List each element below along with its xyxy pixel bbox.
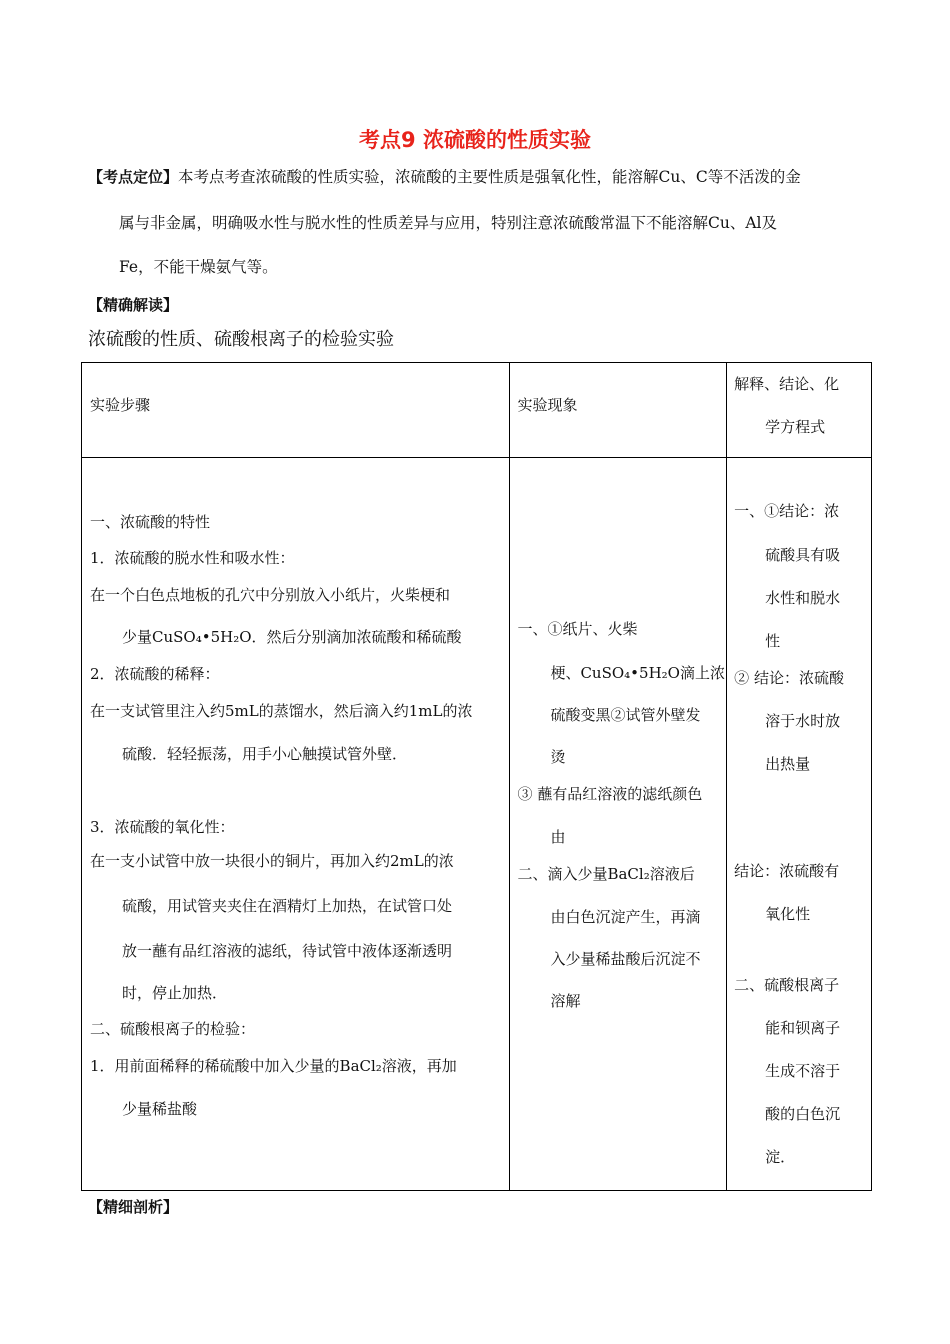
conclusion-line: 二、硫酸根离子 [734, 976, 840, 994]
step-line: 在一个白色点地板的孔穴中分别放入小纸片，火柴梗和 [90, 586, 451, 604]
step-line: 二、硫酸根离子的检验： [90, 1020, 256, 1038]
conclusion-line: 出热量 [765, 755, 811, 773]
header-steps: 实验步骤 [90, 396, 151, 414]
step-line: 放一蘸有品红溶液的滤纸，待试管中液体逐渐透明 [122, 942, 453, 960]
conclusion-line: 水性和脱水 [765, 589, 841, 607]
step-line: 硫酸．轻轻振荡，用手小心触摸试管外壁． [122, 745, 408, 763]
section-heading-analysis: 【精细剖析】 [88, 1198, 179, 1216]
intro-text-1: 本考点考查浓硫酸的性质实验，浓硫酸的主要性质是强氧化性，能溶解Cu、C等不活泼的金 [178, 168, 801, 186]
phenomenon-line: 溶解 [550, 992, 581, 1010]
step-line: 少量CuSO₄•5H₂O．然后分别滴加浓硫酸和稀硫酸 [122, 628, 462, 646]
conclusion-line: 氧化性 [765, 905, 811, 923]
step-line: 时，停止加热． [122, 984, 228, 1002]
conclusion-line: 淀． [765, 1148, 796, 1166]
conclusions-cell [727, 458, 872, 1191]
conclusion-line: ② 结论：浓硫酸 [734, 669, 844, 687]
intro-label: 【考点定位】 [88, 168, 179, 186]
experiment-table [81, 362, 872, 1191]
step-line: 3．浓硫酸的氧化性： [90, 818, 235, 836]
step-line: 少量稀盐酸 [122, 1100, 198, 1118]
header-cell-conclusions [727, 363, 872, 458]
phenomenon-line: 烫 [550, 748, 566, 766]
header-conclusions-line-1: 解释、结论、化 [734, 375, 840, 393]
header-cell-steps [82, 363, 510, 458]
header-phenomena: 实验现象 [517, 396, 578, 414]
conclusion-line: 生成不溶于 [765, 1062, 841, 1080]
phenomenon-line: 由白色沉淀产生，再滴 [550, 908, 701, 926]
step-line: 在一支试管里注入约5mL的蒸馏水，然后滴入约1mL的浓 [90, 702, 473, 720]
intro-line-3: Fe，不能干燥氨气等。 [119, 258, 278, 276]
phenomenon-line: 二、滴入少量BaCl₂溶液后 [517, 865, 695, 883]
step-line: 硫酸，用试管夹夹住在酒精灯上加热，在试管口处 [122, 897, 453, 915]
section-heading-interpretation: 【精确解读】 [88, 296, 179, 314]
conclusion-line: 能和钡离子 [765, 1019, 841, 1037]
phenomenon-line: 入少量稀盐酸后沉淀不 [550, 950, 701, 968]
table-body-row [82, 458, 872, 1191]
header-cell-phenomena [510, 363, 727, 458]
conclusion-line: 结论：浓硫酸有 [734, 862, 840, 880]
step-line: 1．用前面稀释的稀硫酸中加入少量的BaCl₂溶液，再加 [90, 1057, 457, 1075]
intro-line-1 [88, 165, 801, 189]
phenomena-cell [510, 458, 727, 1191]
phenomenon-line: ③ 蘸有品红溶液的滤纸颜色 [517, 785, 703, 803]
conclusion-line: 硫酸具有吸 [765, 546, 841, 564]
table-header-row [82, 363, 872, 458]
steps-cell [82, 458, 510, 1191]
intro-line-2: 属与非金属，明确吸水性与脱水性的性质差异与应用，特别注意浓硫酸常温下不能溶解Cu、Al及 [119, 214, 777, 232]
step-line: 1．浓硫酸的脱水性和吸水性： [90, 549, 295, 567]
conclusion-line: 性 [765, 632, 781, 650]
phenomenon-line: 一、①纸片、火柴 [517, 620, 638, 638]
step-line: 一、浓硫酸的特性 [90, 513, 211, 531]
header-conclusions-line-2: 学方程式 [765, 418, 826, 436]
section-subtitle: 浓硫酸的性质、硫酸根离子的检验实验 [88, 329, 394, 350]
step-line: 在一支小试管中放一块很小的铜片，再加入约2mL的浓 [90, 852, 454, 870]
conclusion-line: 一、①结论：浓 [734, 502, 840, 520]
phenomenon-line: 硫酸变黑②试管外壁发 [550, 706, 701, 724]
step-line: 2．浓硫酸的稀释： [90, 665, 220, 683]
phenomenon-line: 梗、CuSO₄•5H₂O滴上浓 [550, 664, 725, 682]
page-title: 考点9 浓硫酸的性质实验 [359, 128, 591, 152]
phenomenon-line: 由 [550, 828, 566, 846]
conclusion-line: 溶于水时放 [765, 712, 841, 730]
conclusion-line: 酸的白色沉 [765, 1105, 841, 1123]
